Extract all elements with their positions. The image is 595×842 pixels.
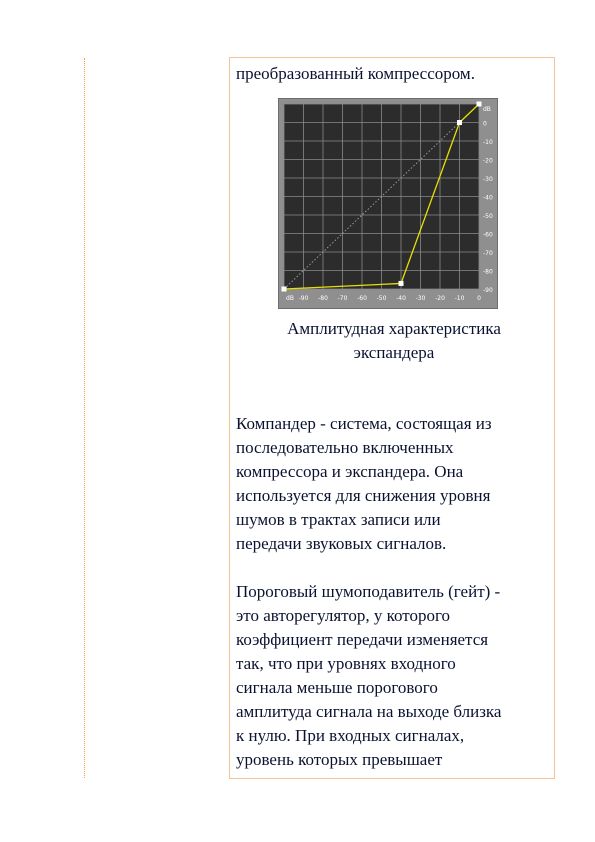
y-tick-label: -20 <box>483 157 493 165</box>
y-tick-label: dB <box>483 106 491 113</box>
left-margin-rule <box>84 58 85 778</box>
y-tick-label: -90 <box>483 287 493 294</box>
y-tick-label: -60 <box>483 231 493 239</box>
curve-handle-point <box>457 120 462 125</box>
figure-caption-line1: Амплитудная характеристика <box>287 319 501 338</box>
paragraph-line: компрессора и экспандера. Она <box>236 462 464 481</box>
paragraph-line: используется для снижения уровня <box>236 486 491 505</box>
y-tick-label: -10 <box>483 139 493 146</box>
figure-caption-line2: экспандера <box>353 343 435 362</box>
curve-handle-point <box>477 102 482 107</box>
x-tick-label: -20 <box>435 295 445 302</box>
paragraph-line: сигнала меньше порогового <box>236 678 438 697</box>
paragraph-line: к нулю. При входных сигналах, <box>236 726 465 745</box>
paragraph-line: это авторегулятор, у которого <box>236 606 451 625</box>
paragraph-line: передачи звуковых сигналов. <box>236 534 447 553</box>
paragraph-line: уровень которых превышает <box>236 750 443 769</box>
x-tick-label: dB <box>286 295 294 302</box>
y-tick-label: -50 <box>483 213 493 220</box>
paragraph-line: коэффициент передачи изменяется <box>236 630 489 649</box>
paragraph-line: амплитуда сигнала на выходе близка <box>236 702 502 721</box>
x-tick-label: -90 <box>298 295 309 302</box>
y-tick-label: -70 <box>483 250 493 257</box>
y-tick-label: -40 <box>483 194 493 202</box>
expander-chart-svg <box>279 99 497 308</box>
x-tick-label: -30 <box>415 295 426 302</box>
y-tick-label: -80 <box>483 268 493 276</box>
paragraph-line: последовательно включенных <box>236 438 454 457</box>
curve-handle-point <box>399 281 404 286</box>
paragraph-line: так, что при уровнях входного <box>236 654 456 673</box>
x-tick-label: -80 <box>318 295 328 302</box>
x-tick-label: -40 <box>396 295 406 302</box>
y-tick-label: -30 <box>483 176 493 183</box>
figure-caption <box>236 317 552 365</box>
x-tick-label: -10 <box>454 295 465 302</box>
intro-line: преобразованный компрессором. <box>236 64 475 83</box>
x-tick-label: 0 <box>477 295 481 302</box>
x-tick-label: -50 <box>376 295 387 302</box>
curve-handle-point <box>282 287 287 292</box>
expander-chart <box>278 98 498 309</box>
paragraph-line: шумов в трактах записи или <box>236 510 441 529</box>
y-tick-label: 0 <box>483 120 487 128</box>
paragraph-line: Пороговый шумоподавитель (гейт) - <box>236 582 501 601</box>
x-tick-label: -60 <box>357 295 367 302</box>
paragraph-line: Компандер - система, состоящая из <box>236 414 492 433</box>
paragraph-compander <box>236 412 552 556</box>
paragraph-gate <box>236 580 552 772</box>
x-tick-label: -70 <box>337 295 348 302</box>
